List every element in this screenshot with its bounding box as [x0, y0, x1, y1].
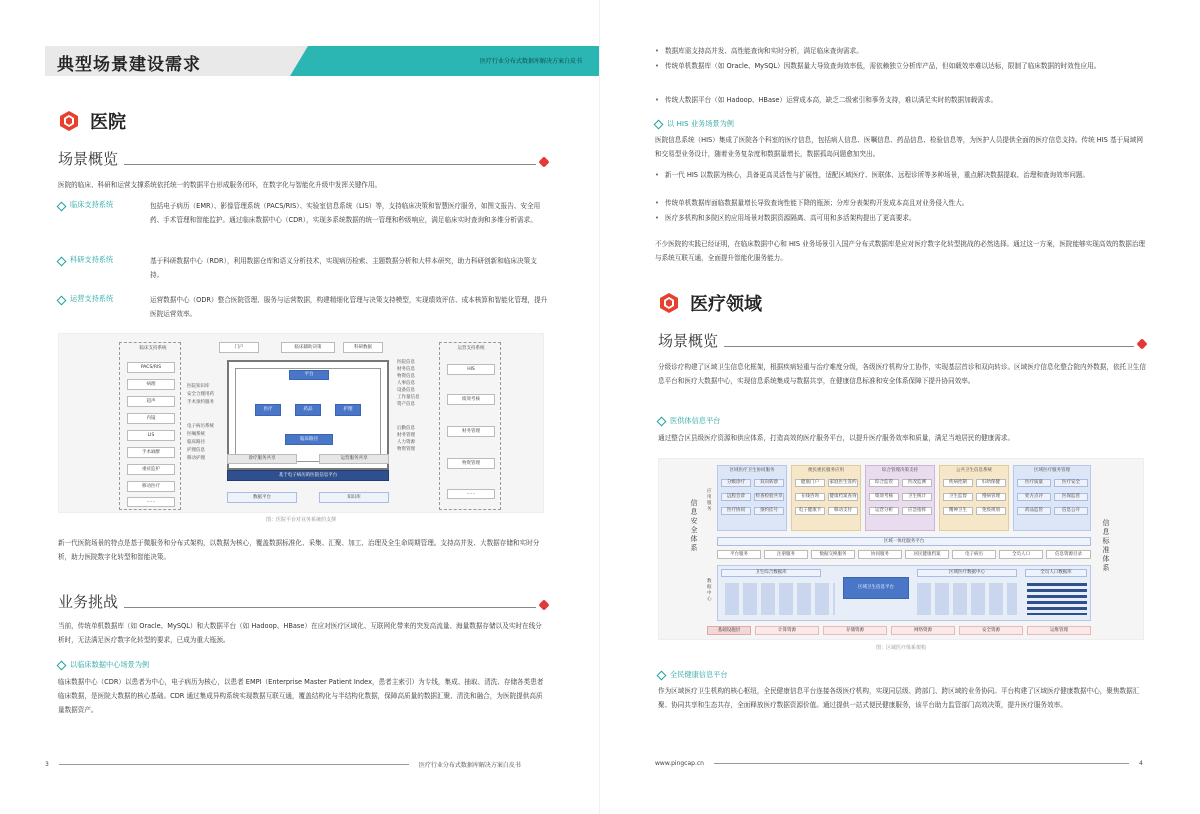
fig-col-item: 家庭医生签约 — [829, 480, 857, 485]
fig-data-stack — [1027, 583, 1087, 615]
right-footer — [655, 760, 1155, 767]
fig-left-item: 内镜 — [127, 413, 175, 424]
fig-col-item: 医疗质量 — [1017, 479, 1051, 487]
fig-midright-item: 人事信息 — [397, 381, 415, 386]
subhead-title: 场景概览 — [658, 332, 719, 350]
fig-infra-item: 安全资源 — [959, 626, 1023, 635]
challenge-sub-label-text: 以临床数据中心场景为例 — [70, 660, 150, 669]
fig-col-item: 信息公开 — [1054, 507, 1088, 515]
fig-hub-left: 诊疗服务共享 — [227, 454, 297, 464]
fig-midright-item: 资产信息 — [397, 402, 415, 407]
fig-portal: 区域一体化服务平台 — [717, 537, 1091, 546]
system-label-text: 临床支持系统 — [70, 200, 114, 209]
fig-service-item: 注册服务 — [764, 550, 808, 559]
page-header-title: 典型场景建设需求 — [57, 55, 201, 75]
section-medical-domain — [658, 290, 762, 316]
fig-center-bottom: 临床路径 — [285, 434, 333, 445]
fig-midleft-item: 移动护理 — [187, 456, 205, 461]
fig-col-item: 妇幼保健 — [976, 479, 1006, 487]
fig-bottom-item: 数据平台 — [227, 492, 297, 503]
footer-rule — [714, 763, 1129, 764]
fig-center-item: 药品 — [295, 404, 321, 416]
fig-col-item: 慢病管理 — [976, 493, 1006, 501]
left-footer — [45, 760, 555, 769]
fig-col-item: 应急指挥 — [902, 507, 932, 515]
subhead-challenge — [58, 591, 548, 611]
fig-service-item: 协同服务 — [858, 550, 902, 559]
fig-col-title: 便民惠民服务应用 — [808, 468, 844, 473]
fig-right-item: 物资管理 — [447, 458, 495, 469]
fig-col-item: 疾病控制 — [943, 479, 973, 487]
sub2-label — [658, 670, 728, 680]
his-bullet: • 新一代 HIS 以数据为核心，具备更高灵活性与扩展性，适配区域医疗、医联体、远程诊所等多种场景，重点解决数据提取、治理和查询效率问题。 — [655, 168, 1147, 182]
figure-caption: 图：区域医疗体系架构 — [875, 645, 926, 651]
fig-midleft-item: 临床路径 — [187, 440, 205, 445]
fig-infra-item: 运维管理 — [1027, 626, 1091, 635]
fig-col-item: 医保监管 — [1054, 493, 1088, 501]
challenge-intro: 当前，传统单机数据库（如 Oracle、MySQL）和大数据平台（如 Hadoop、HBase）在应对医疗区域化、互联网化带来的突发高流量、海量数据存储以及实时在线分析时，无法满足医疗数字化转型的要求，已成为重大瓶颈。 — [58, 622, 542, 644]
fig-col-title: 综合管理决策支持 — [882, 468, 918, 473]
subhead-overview — [58, 148, 548, 168]
fig-midleft-item: 医院知识库 — [187, 384, 210, 389]
fig-right-item: HIS — [447, 364, 495, 375]
regional-architecture-figure — [658, 458, 1144, 640]
hexagon-icon — [58, 110, 80, 132]
system-text: 运营数据中心（ODR）整合医院管理、服务与运营数据，构建精细化管理与决策支持模型，实现绩效评估、成本核算和智能化管理，提升医院运营效率。 — [150, 296, 548, 318]
fig-midright-item: 财务信息 — [397, 367, 415, 372]
subhead-title: 场景概览 — [58, 150, 119, 168]
page-number: 3 — [45, 761, 49, 768]
fig-midright-item: 工作量信息 — [397, 395, 420, 400]
figure-caption: 图：医院平台对业务系统的支撑 — [265, 517, 336, 523]
fig-midright-item: 人力资源 — [397, 440, 415, 445]
fig-data-group: 区域医疗数据中心 — [917, 569, 1017, 577]
fig-infra-item: 存储资源 — [823, 626, 887, 635]
diamond-icon — [657, 416, 667, 426]
fig-col-item: 卫生监督 — [943, 493, 973, 501]
sub2-text: 作为区域医疗卫生机构的核心枢纽，全民健康信息平台连接各级医疗机构，实现同层级、跨部门、跨区域的业务协同。平台构建了区域医疗健康数据中心，聚焦数据汇聚、协同共享和生态共存，全面释放医疗数据资源价值。通过提供一站式便民健康服务，该平台助力监管部门高效决策，提升医疗服务效率。 — [658, 687, 1140, 709]
system-label — [58, 293, 150, 321]
footer-url[interactable]: www.pingcap.cn — [655, 760, 704, 767]
fig-left-item: 移动医疗 — [127, 481, 175, 492]
system-text: 包括电子病历（EMR）、影像管理系统（PACS/RIS）、实验室信息系统（LIS）等，支持临床决策和智慧医疗服务，如图文报告、安全用药、手术管理和智能监护。通过临床数据中心（CDR），实现多系统数据的统一管理和秒级响应，满足临床实时查询和多维分析需求。 — [150, 202, 541, 224]
fig-app-label: 应用服务 — [707, 489, 712, 512]
sub1-text: 通过整合区县级医疗资源和供应体系，打造高效的医疗服务平台，以提升医疗服务效率和质量，满足当地居民的健康需求。 — [658, 434, 1015, 442]
page-number: 4 — [1138, 760, 1143, 767]
fig-col-item: 检查检验共享 — [755, 494, 783, 499]
his-label-text: 以 HIS 业务场景为例 — [667, 119, 734, 128]
his-bullet: • 传统单机数据库面临数据量增长导致查询性能下降的瓶颈；分库分表架构开发成本高且对业务侵入性大。 — [655, 196, 1147, 210]
fig-midright-item: 后勤信息 — [397, 426, 415, 431]
section-hospital — [58, 108, 126, 134]
fig-col-item: 绩效考核 — [869, 493, 899, 501]
fig-col-item: 电子健康卡 — [795, 507, 825, 515]
fig-hub-right: 运营服务共享 — [319, 454, 389, 464]
top-bullet: • 传统单机数据库（如 Oracle、MySQL）因数据量大导致查询效率低，需依赖独立分析库产品，但如载效率难以达标，限制了临床数据的时效性应用。 — [655, 59, 1147, 73]
his-label — [655, 119, 734, 129]
fig-col-item: 双向转诊 — [754, 479, 784, 487]
subhead-rule — [124, 607, 536, 608]
sub1-label-text: 医供体信息平台 — [670, 416, 721, 425]
fig-col-item: 精神卫生 — [943, 507, 973, 515]
fig-top-item: 门户 — [219, 342, 259, 353]
fig-midright-item: 设备信息 — [397, 388, 415, 393]
header-subtitle: 医疗行业分布式数据库解决方案白皮书 — [479, 58, 582, 65]
fig-infra-item: 计算资源 — [755, 626, 819, 635]
hospital-architecture-figure — [58, 333, 544, 513]
footer-text: 医疗行业分布式数据库解决方案白皮书 — [418, 762, 521, 769]
fig-col-item: 远程会诊 — [721, 493, 751, 501]
fig-col-item: 健康门户 — [795, 479, 825, 487]
fig-midleft-item: 护理信息 — [187, 448, 205, 453]
fig-top-item: 科研数据 — [343, 342, 383, 353]
fig-right-item: 绩效考核 — [447, 394, 495, 405]
subhead-overview — [658, 330, 1146, 350]
hexagon-icon — [658, 292, 680, 314]
fig-left-item: …… — [127, 497, 175, 507]
fig-col-item: 运营分析 — [869, 507, 899, 515]
fig-col-item: 卫生统计 — [902, 493, 932, 501]
fig-midright-item: 物资管理 — [397, 447, 415, 452]
fig-data-cells — [725, 583, 835, 615]
his-text: 医院信息系统（HIS）集成了医院各个科室的医疗信息，包括病人信息、医嘱信息、药品信息、检验信息等，为医护人员提供全面的医疗信息支持。传统 HIS 基于局域网和交易型业务设计，随着业务复杂度和数据量增长，数据孤岛问题愈加突出。 — [655, 136, 1143, 158]
fig-center-db: 区域卫生信息平台 — [843, 577, 909, 599]
fig-right-vertical: 信息标准体系 — [1102, 519, 1110, 573]
system-row-operations — [58, 293, 548, 321]
fig-top-item: 临床辅助决策 — [281, 342, 335, 353]
pin-icon — [1136, 338, 1147, 349]
diamond-icon — [57, 202, 67, 212]
overview-outro: 新一代医院场景的特点是基于微服务和分布式架构，以数据为核心，覆盖数据标准化、采集、汇聚、加工、治理及全生命周期管理。支持高并发、大数据存储和实时分析，助力医院数字化转型和智能决策。 — [58, 539, 540, 561]
fig-col-item: 医改监测 — [902, 479, 932, 487]
fig-service-item: 信息资源目录 — [1046, 550, 1091, 559]
pin-icon — [538, 599, 549, 610]
subhead-rule — [724, 346, 1134, 347]
diamond-icon — [57, 660, 67, 670]
diamond-icon — [57, 257, 67, 267]
fig-midleft-item: 安全合理用药 — [187, 392, 214, 397]
fig-col-item: 在线咨询 — [795, 493, 825, 501]
fig-left-item: 病理 — [127, 379, 175, 390]
fig-midleft-item: 医嘱系统 — [187, 432, 205, 437]
subhead-rule — [124, 164, 536, 165]
diamond-icon — [657, 670, 667, 680]
fig-left-title: 临床支持系统 — [139, 346, 167, 351]
top-bullet: • 数据库需支持高并发、高性能查询和实时分析，满足临床查询需求。 — [655, 44, 1147, 58]
fig-midright-item: 财务管理 — [397, 433, 415, 438]
top-bullet: • 传统大数据平台（如 Hadoop、HBase）运营成本高，缺乏二级索引和事务支持，难以满足实时的数据加载需求。 — [655, 93, 1147, 107]
section-title: 医疗领域 — [690, 294, 762, 315]
fig-center-item: 护理 — [335, 404, 361, 416]
fig-col-item: 药品监管 — [1017, 507, 1051, 515]
fig-service-item: 居民健康档案 — [905, 550, 949, 559]
fig-data-label: 数据中心 — [707, 579, 712, 602]
fig-col-item: 医疗安全 — [1054, 479, 1088, 487]
fig-infra-label: 基础设施层 — [707, 626, 751, 635]
subhead-title: 业务挑战 — [58, 593, 119, 611]
fig-col-title: 区域医疗卫生协同服务 — [729, 468, 775, 473]
system-label — [58, 254, 150, 282]
fig-data-group: 卫生综合数据库 — [721, 569, 821, 577]
right-page — [600, 0, 1200, 814]
diamond-icon — [654, 119, 664, 129]
diamond-icon — [57, 296, 67, 306]
fig-col-item: 分级诊疗 — [721, 479, 751, 487]
header-band — [45, 46, 600, 76]
fig-col-item: 医疗协同 — [721, 507, 751, 515]
fig-midright-item: 物资信息 — [397, 374, 415, 379]
fig-platform: 基于电子病历的医院信息平台 — [227, 470, 389, 481]
challenge-sub-label — [58, 660, 149, 670]
fig-center-top: 平台 — [289, 370, 329, 380]
fig-service-item: 全员人口 — [999, 550, 1043, 559]
fig-col-title: 公共卫生信息系统 — [956, 468, 992, 473]
system-row-research — [58, 254, 548, 282]
fig-service-item: 数据交换服务 — [811, 550, 855, 559]
fig-data-group: 全员人口数据库 — [1025, 569, 1087, 577]
fig-col-item: 综合监管 — [869, 479, 899, 487]
fig-right-title: 运营支持系统 — [457, 346, 485, 351]
fig-bottom-item: 知识库 — [319, 492, 389, 503]
sub1-label — [658, 416, 720, 426]
system-text: 基于科研数据中心（RDR），利用数据仓库和语义分析技术，实现病历检索、主题数据分析和大样本研究，助力科研创新和临床决策支持。 — [150, 257, 537, 279]
fig-col-item: 预约挂号 — [754, 507, 784, 515]
system-label-text: 科研支持系统 — [70, 255, 114, 264]
fig-col-item: 健康档案查询 — [829, 494, 857, 499]
fig-right-item: 财务管理 — [447, 426, 495, 437]
his-bullet: • 医疗多机构和多院区的应用场景对数据资源隔离、高可用和多活架构提出了更高要求。 — [655, 211, 1147, 225]
fig-midright-item: 医院信息 — [397, 360, 415, 365]
fig-center-item: 医疗 — [255, 404, 281, 416]
pin-icon — [538, 156, 549, 167]
fig-midleft-item: 手术预约服务 — [187, 400, 214, 405]
fig-left-item: 重症监护 — [127, 464, 175, 475]
system-row-clinical — [58, 199, 548, 227]
fig-col-title: 区域医疗服务管理 — [1034, 468, 1070, 473]
fig-left-item: 手术麻醉 — [127, 447, 175, 458]
fig-col-item: 处方点评 — [1017, 493, 1051, 501]
fig-left-item: 超声 — [127, 396, 175, 407]
fig-left-item: PACS/RIS — [127, 362, 175, 373]
fig-col-item: 移动支付 — [828, 507, 858, 515]
system-label-text: 运营支持系统 — [70, 294, 114, 303]
fig-right-item: …… — [447, 489, 495, 499]
overview-intro: 医院的临床、科研和运营支撑系统依托统一的数据平台形成服务闭环，在数字化与智能化升级中发挥关键作用。 — [58, 181, 382, 189]
fig-col-item: 免疫规划 — [976, 507, 1006, 515]
challenge-sub-text: 临床数据中心（CDR）以患者为中心，电子病历为核心，以患者 EMPI（Enterprise Master Patient Index，患者主索引）为专线，集成、抽取、清洗、存储各类患者临床数据，是医院大数据的核心基础。CDR 通过集成异构系统实现数据互联互通，覆盖结构化与半结构化数据，保障高质量的数据汇聚、清洗和融合，为医院提供高质量数据资产。 — [58, 678, 544, 714]
system-label — [58, 199, 150, 227]
sub2-label-text: 全民健康信息平台 — [670, 670, 728, 679]
footer-rule — [59, 764, 409, 765]
fig-service-item: 电子病历 — [952, 550, 996, 559]
fig-data-cells — [917, 583, 1017, 615]
fig-service-item: 平台服务 — [717, 550, 761, 559]
overview-intro: 分级诊疗构建了区域卫生信息化框架，根据疾病轻重与治疗难度分级，各级医疗机构分工协作，实现基层首诊和双向转诊。区域医疗信息化整合院内外数据，依托卫生信息平台和医疗大数据中心，实现信息系统集成与数据共享，在健康信息标准和安全体系保障下提升协同效率。 — [658, 363, 1146, 385]
his-outro: 不少医院的实践已经证明，在临床数据中心和 HIS 业务场景引入国产分布式数据库是应对医疗数字化转型挑战的必然选择。通过这一方案，医院能够实现高效的数据治理与系统互联互通，全面提升智能化服务能力。 — [655, 240, 1146, 262]
section-title: 医院 — [90, 112, 126, 133]
fig-left-vertical: 信息安全体系 — [690, 499, 698, 553]
fig-left-item: LIS — [127, 430, 175, 441]
fig-infra-item: 网络资源 — [891, 626, 955, 635]
fig-midleft-item: 电子病历系统 — [187, 424, 214, 429]
